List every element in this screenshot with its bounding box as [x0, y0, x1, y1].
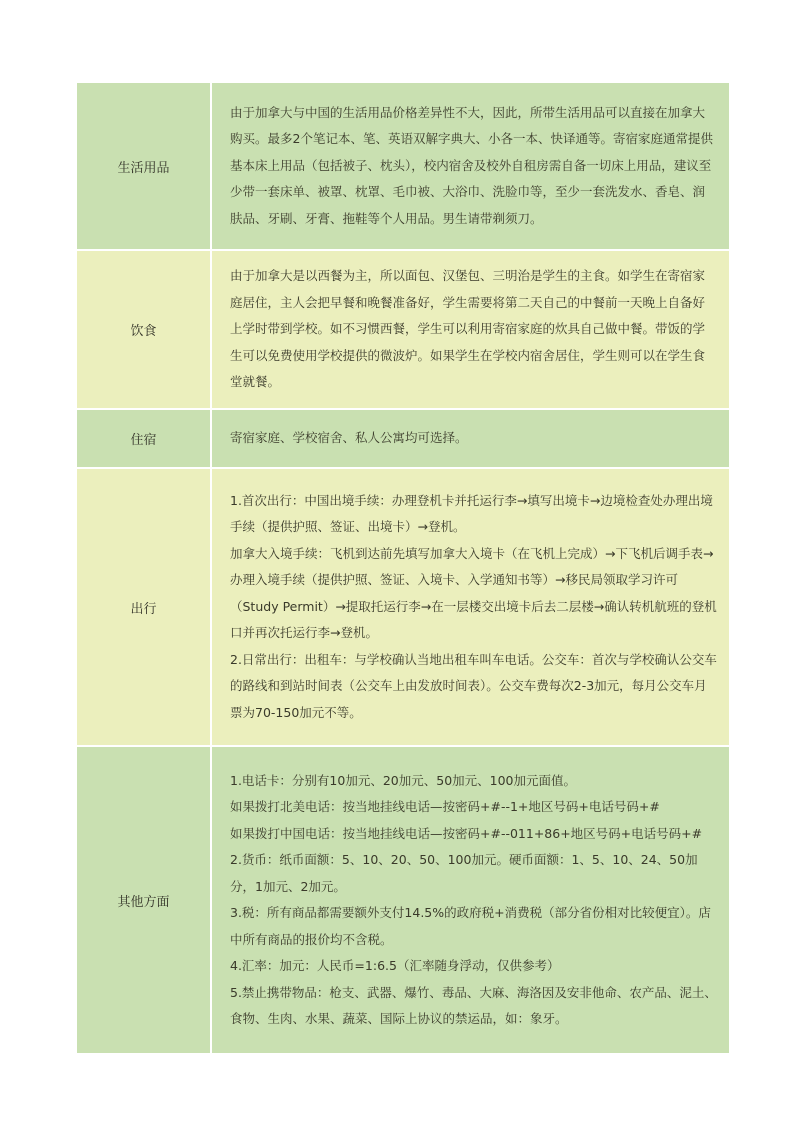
paragraph: 2.货币：纸币面额：5、10、20、50、100加元。硬币面额：1、5、10、24、50加分，1加元、2加元。 — [230, 852, 698, 894]
paragraph: 1.电话卡：分别有10加元、20加元、50加元、100加元面值。 — [230, 772, 577, 788]
table-row — [76, 746, 730, 1054]
table-row — [76, 409, 730, 468]
table-row — [76, 82, 730, 250]
paragraph: 3.税：所有商品都需要额外支付14.5%的政府税+消费税（部分省份相对比较便宜）。店中所有商品的报价均不含税。 — [230, 905, 711, 947]
row-label-travel: 出行 — [76, 468, 211, 746]
row-content-travel — [211, 468, 730, 746]
paragraph: 4.汇率：加元：人民币=1:6.5（汇率随身浮动，仅供参考） — [230, 958, 560, 973]
paragraph: 5.禁止携带物品：枪支、武器、爆竹、毒品、大麻、海洛因及安非他命、农产品、泥土、食物、生肉、水果、蔬菜、国际上协议的禁运品，如：象牙。 — [230, 984, 717, 1026]
paragraph: 由于加拿大与中国的生活用品价格差异性不大，因此，所带生活用品可以直接在加拿大购买。最多2个笔记本、笔、英语双解字典大、小各一本、快译通等。寄宿家庭通常提供基本床上用品（包括被子、枕头），校内宿舍及校外自租房需自备一切床上用品，建议至少带一套床单、被罩、枕罩、毛巾被、大浴巾、洗脸巾等，至少一套洗发水、香皂、润肤品、牙刷、牙膏、拖鞋等个人用品。男生请带剃须刀。 — [230, 104, 713, 226]
paragraph: 由于加拿大是以西餐为主，所以面包、汉堡包、三明治是学生的主食。如学生在寄宿家庭居住，主人会把早餐和晚餐准备好，学生需要将第二天自己的中餐前一天晚上自备好上学时带到学校。如不习惯西餐，学生可以利用寄宿家庭的炊具自己做中餐。带饭的学生可以免费使用学校提供的微波炉。如果学生在学校内宿舍居住，学生则可以在学生食堂就餐。 — [230, 268, 706, 390]
paragraph: 2.日常出行：出租车：与学校确认当地出租车叫车电话。公交车：首次与学校确认公交车的路线和到站时间表（公交车上由发放时间表）。公交车费每次2-3加元，每月公交车月票为70-150加元不等。 — [230, 651, 717, 720]
paragraph: 1.首次出行：中国出境手续：办理登机卡并托运行李→填写出境卡→边境检查处办理出境手续（提供护照、签证、出境卡）→登机。 — [230, 492, 713, 535]
row-label-daily-goods: 生活用品 — [76, 82, 211, 250]
row-content-other — [211, 746, 730, 1054]
row-label-diet: 饮食 — [76, 250, 211, 409]
row-label-other: 其他方面 — [76, 746, 211, 1054]
table-row — [76, 250, 730, 409]
paragraph: 寄宿家庭、学校宿舍、私人公寓均可选择。 — [230, 430, 468, 446]
paragraph: 加拿大入境手续：飞机到达前先填写加拿大入境卡（在飞机上完成）→下飞机后调手表→办理入境手续（提供护照、签证、入境卡、入学通知书等）→移民局领取学习许可（Study Permit）→提取托运行李→在一层楼交出境卡后去二层楼→确认转机航班的登机口并再次托运行李→登机。 — [230, 545, 717, 641]
info-table — [75, 81, 731, 1055]
row-content-accommodation — [211, 409, 730, 468]
table-row — [76, 468, 730, 746]
paragraph: 如果拨打中国电话：按当地挂线电话—按密码+#--011+86+地区号码+电话号码+# — [230, 825, 703, 841]
row-content-diet — [211, 250, 730, 409]
paragraph: 如果拨打北美电话：按当地挂线电话—按密码+#--1+地区号码+电话号码+# — [230, 799, 660, 814]
row-content-daily-goods — [211, 82, 730, 250]
row-label-accommodation: 住宿 — [76, 409, 211, 468]
